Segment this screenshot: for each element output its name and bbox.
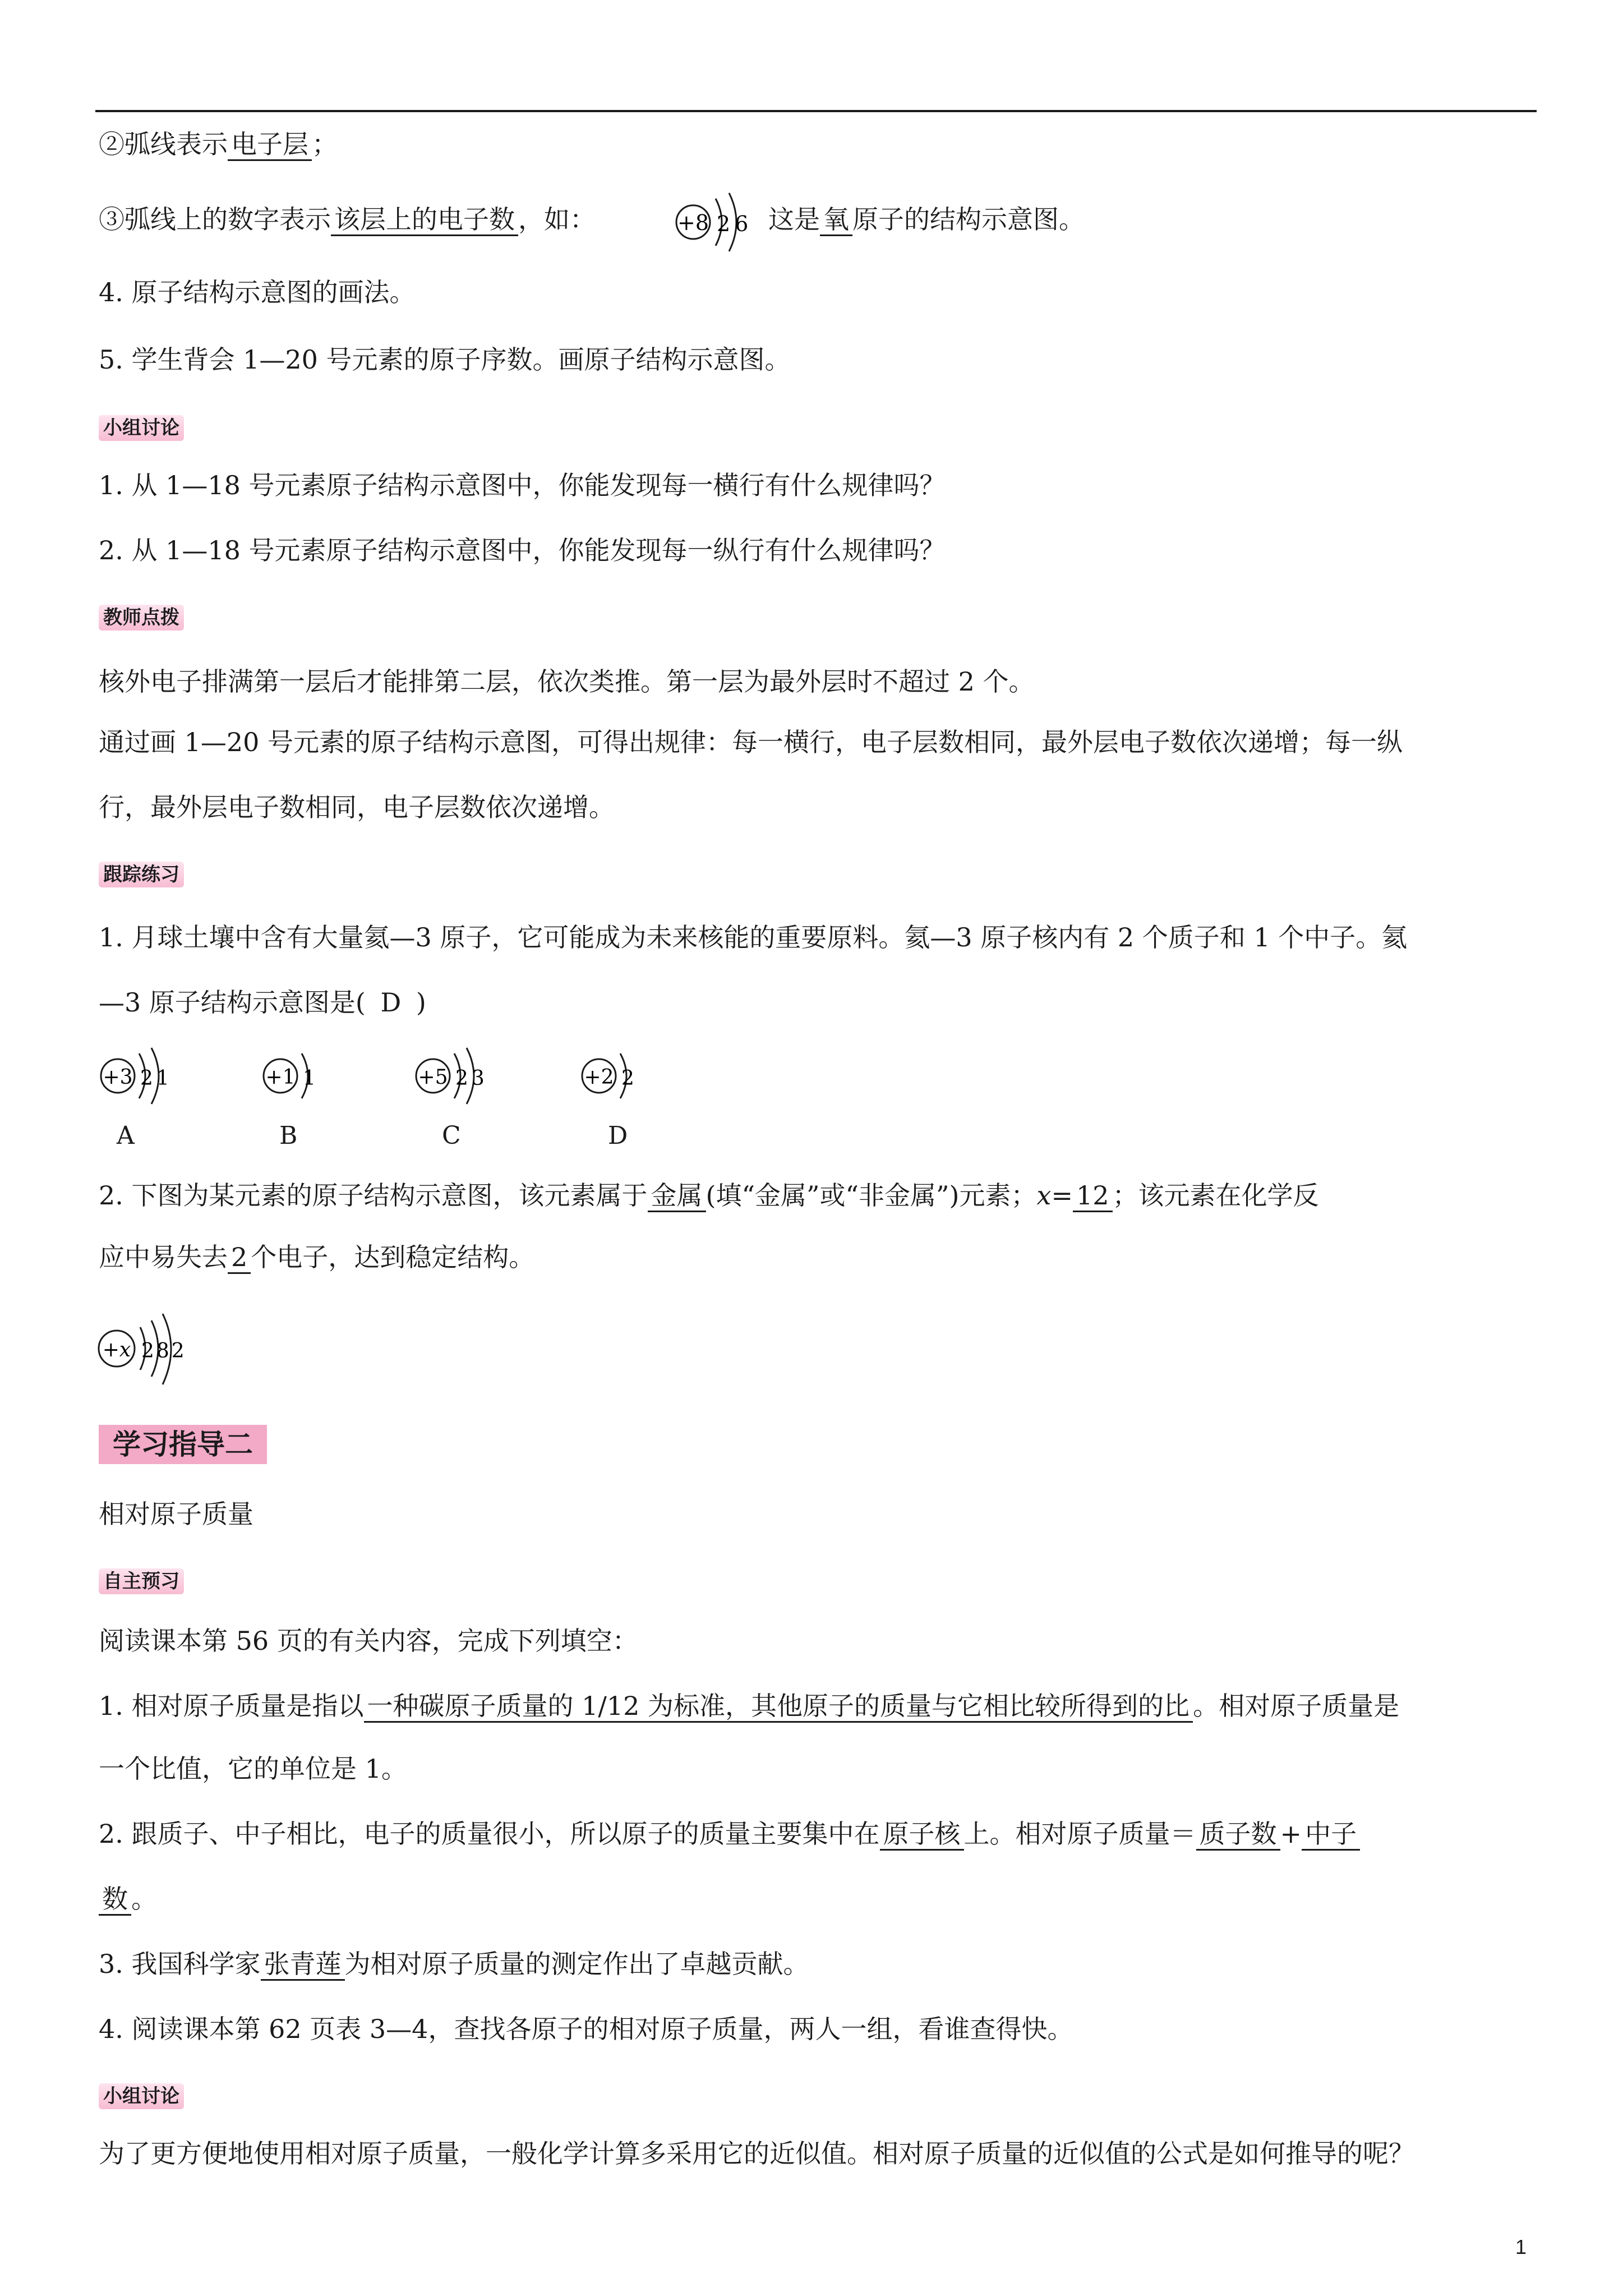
- text-line: 3. 我国科学家 张青莲 为相对原子质量的测定作出了卓越贡献。: [99, 1948, 809, 1981]
- text-line: ②弧线表示 电子层 ；: [99, 128, 338, 161]
- tag-group-discussion-2: 小组讨论: [99, 2083, 184, 2109]
- text-line: 1. 相对原子质量是指以 一种碳原子质量的 1/12 为标准，其他原子的质量与它相比较所得到的比 。相对原子质量是: [99, 1690, 1399, 1723]
- option-b-diagram: [261, 1045, 351, 1112]
- text-line: 应中易失去 2 个电子，达到稳定结构。: [99, 1241, 534, 1274]
- answer-blank: 12: [1073, 1180, 1113, 1212]
- tag-teacher-tips: 教师点拨: [99, 605, 184, 631]
- answer-blank: 张青莲: [261, 1949, 345, 1981]
- text-line: 4. 原子结构示意图的画法。: [99, 277, 416, 307]
- option-b-label: B: [279, 1121, 298, 1150]
- svg-text:23: 23: [455, 1067, 488, 1090]
- text-line: 核外电子排满第一层后才能排第二层，依次类推。第一层为最外层时不超过 2 个。: [99, 666, 1035, 697]
- text-line: 数 。: [99, 1883, 157, 1916]
- option-c-label: C: [442, 1121, 461, 1150]
- svg-text:+2: +2: [584, 1066, 614, 1089]
- svg-text:+1: +1: [265, 1066, 296, 1089]
- nucleus-charge: +8: [677, 210, 709, 235]
- answer: D: [380, 987, 402, 1018]
- section-heading: 学习指导二: [99, 1425, 267, 1464]
- section-subtitle: 相对原子质量: [99, 1499, 253, 1529]
- text-line: 阅读课本第 56 页的有关内容，完成下列填空：: [99, 1626, 638, 1656]
- answer-blank: 金属: [648, 1180, 706, 1212]
- answer-blank: 2: [228, 1242, 251, 1274]
- text-line: 通过画 1—20 号元素的原子结构示意图，可得出规律：每一横行，电子层数相同，最外层电子数依次递增；每一纵: [99, 727, 1403, 757]
- text-line: ③弧线上的数字表示 该层上的电子数 ，如：: [99, 203, 596, 236]
- answer-blank: 中子: [1302, 1819, 1360, 1851]
- text-line: 这是 氧 原子的结构示意图。: [768, 203, 1085, 236]
- option-d-diagram: [580, 1045, 670, 1112]
- svg-text:2: 2: [621, 1067, 634, 1090]
- option-c-diagram: [414, 1045, 504, 1112]
- answer-blank: 一种碳原子质量的 1/12 为标准，其他原子的质量与它相比较所得到的比: [364, 1691, 1193, 1723]
- option-a-label: A: [117, 1121, 135, 1150]
- answer-blank: 氧: [820, 204, 852, 236]
- tag-follow-practice: 跟踪练习: [99, 862, 184, 887]
- text-line: —3 原子结构示意图是( D ): [99, 987, 426, 1018]
- atom-x-diagram: [95, 1313, 196, 1391]
- answer-blank: 该层上的电子数: [331, 204, 518, 236]
- option-a-diagram: [99, 1045, 188, 1112]
- answer-blank: 质子数: [1196, 1819, 1280, 1851]
- electron-count: 26: [717, 211, 753, 236]
- tag-group-discussion: 小组讨论: [99, 415, 184, 441]
- svg-text:+3: +3: [103, 1066, 133, 1089]
- text-line: 为了更方便地使用相对原子质量，一般化学计算多采用它的近似值。相对原子质量的近似值的公式是如何推导的呢？: [99, 2138, 1414, 2169]
- text-line: 一个比值，它的单位是 1。: [99, 1754, 407, 1784]
- text-line: 行，最外层电子数相同，电子层数依次递增。: [99, 792, 615, 822]
- text-line: 5. 学生背会 1—20 号元素的原子序数。画原子结构示意图。: [99, 344, 791, 375]
- answer-blank: 电子层: [228, 129, 312, 161]
- answer-blank: 数: [99, 1884, 131, 1916]
- svg-text:1: 1: [303, 1067, 316, 1090]
- text-line: 2. 跟质子、中子相比，电子的质量很小，所以原子的质量主要集中在 原子核 上。相对原子质量＝ 质子数 + 中子: [99, 1818, 1360, 1851]
- text-line: 4. 阅读课本第 62 页表 3—4，查找各原子的相对原子质量，两人一组，看谁查得快。: [99, 2014, 1073, 2044]
- oxygen-atom-diagram: [673, 191, 763, 258]
- text-line: 2. 下图为某元素的原子结构示意图，该元素属于 金属 (填“金属”或“非金属”)元素；x= 12 ；该元素在化学反: [99, 1179, 1319, 1212]
- text-line: 1. 月球土壤中含有大量氦—3 原子，它可能成为未来核能的重要原料。氦—3 原子核内有 2 个质子和 1 个中子。氦: [99, 922, 1408, 953]
- question-1: 1. 从 1—18 号元素原子结构示意图中，你能发现每一横行有什么规律吗？: [99, 470, 946, 500]
- page-number: 1: [1515, 2235, 1527, 2258]
- svg-text:+x: +x: [102, 1338, 131, 1361]
- answer-blank: 原子核: [880, 1819, 964, 1851]
- option-d-label: D: [608, 1121, 628, 1150]
- tag-self-preview: 自主预习: [99, 1568, 184, 1594]
- svg-text:282: 282: [141, 1340, 187, 1363]
- svg-text:+5: +5: [418, 1066, 448, 1089]
- svg-text:21: 21: [140, 1067, 173, 1090]
- question-2: 2. 从 1—18 号元素原子结构示意图中，你能发现每一纵行有什么规律吗？: [99, 535, 946, 565]
- header-rule: [95, 110, 1537, 112]
